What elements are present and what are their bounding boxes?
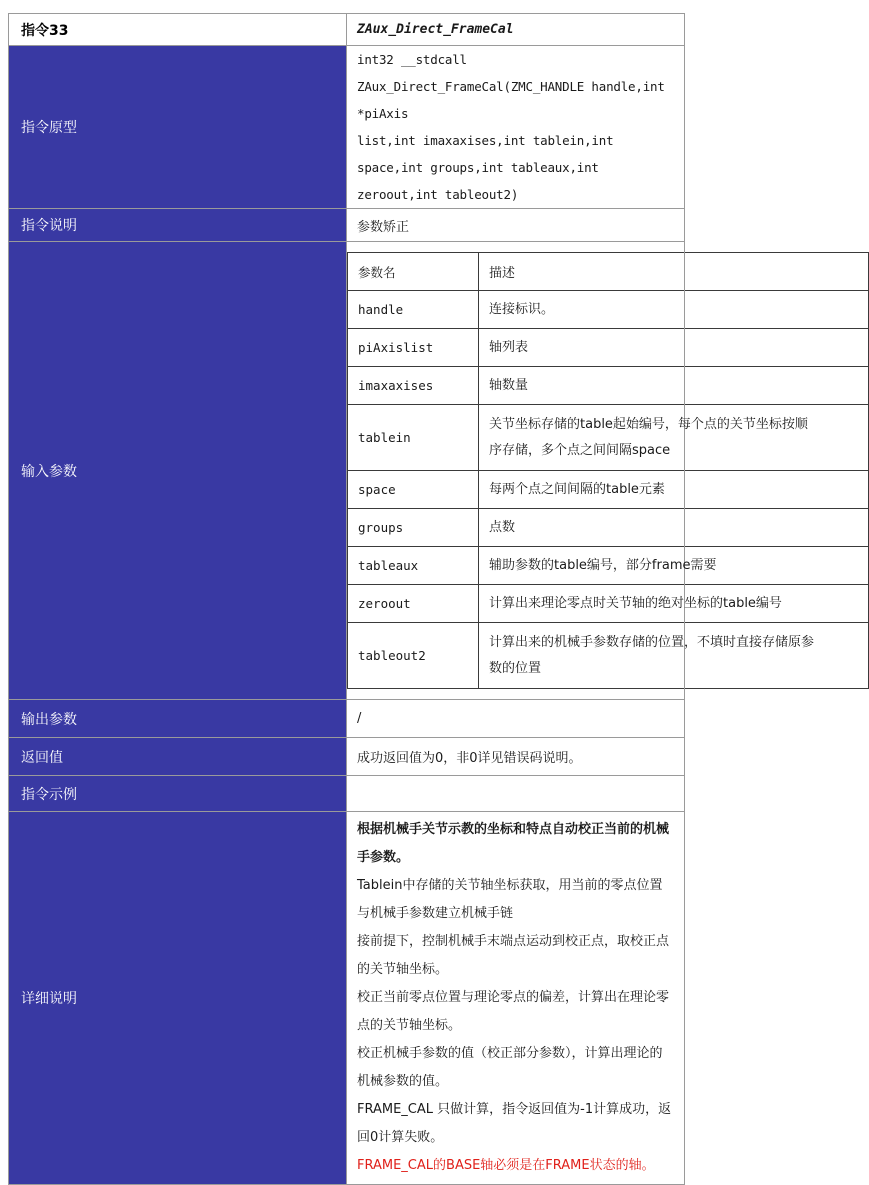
prototype-line: list,int imaxaxises,int tablein,int space,int groups,int tableaux,int	[357, 133, 614, 175]
table-row	[348, 471, 869, 509]
inputs-value	[347, 242, 815, 700]
param-desc	[479, 509, 869, 547]
params-header-row	[348, 253, 869, 291]
param-name: handle	[348, 291, 479, 329]
details-row	[9, 812, 685, 1185]
table-row	[348, 547, 869, 585]
param-desc	[479, 623, 869, 689]
param-desc-line: 序存储，多个点之间间隔space	[489, 442, 671, 458]
param-desc	[479, 291, 869, 329]
outputs-label: 输出参数	[9, 700, 347, 738]
table-row	[348, 329, 869, 367]
description-label: 指令说明	[9, 209, 347, 242]
table-row	[348, 367, 869, 405]
param-desc	[479, 367, 869, 405]
param-desc	[479, 471, 869, 509]
param-desc-line: 每两个点之间间隔的table元素	[489, 481, 665, 497]
param-desc	[479, 329, 869, 367]
param-name: imaxaxises	[348, 367, 479, 405]
param-name: space	[348, 471, 479, 509]
details-paragraph: 接前提下，控制机械手末端点运动到校正点，取校正点的关节轴坐标。	[357, 934, 670, 977]
table-row	[348, 405, 869, 471]
prototype-line: zeroout,int tableout2)	[357, 187, 519, 202]
outputs-row	[9, 700, 685, 738]
param-desc-line: 辅助参数的table编号，部分frame需要	[489, 557, 717, 573]
details-label: 详细说明	[9, 812, 347, 1185]
example-label: 指令示例	[9, 776, 347, 812]
column-header-name: 参数名	[348, 253, 479, 291]
param-desc	[479, 585, 869, 623]
table-row	[348, 291, 869, 329]
command-name: ZAux_Direct_FrameCal	[347, 14, 685, 46]
inputs-label: 输入参数	[9, 242, 347, 700]
example-value	[347, 776, 685, 812]
table-row	[348, 509, 869, 547]
table-row	[348, 623, 869, 689]
command-number: 指令33	[9, 14, 347, 46]
param-name: piAxislist	[348, 329, 479, 367]
param-desc	[479, 547, 869, 585]
param-desc-line: 轴列表	[489, 339, 529, 355]
table-row	[348, 585, 869, 623]
prototype-value	[347, 46, 685, 209]
returns-label: 返回值	[9, 738, 347, 776]
param-desc-line: 点数	[489, 519, 516, 535]
param-desc-line: 轴数量	[489, 377, 529, 393]
details-value	[347, 812, 685, 1185]
prototype-label: 指令原型	[9, 46, 347, 209]
description-value: 参数矫正	[347, 209, 685, 242]
param-desc-line: 计算出来的机械手参数存储的位置，不填时直接存储原参	[489, 634, 815, 650]
details-paragraph: 校正机械手参数的值（校正部分参数），计算出理论的机械参数的值。	[357, 1046, 663, 1089]
outputs-value: /	[347, 700, 685, 738]
inputs-row	[9, 242, 685, 700]
returns-row	[9, 738, 685, 776]
returns-value: 成功返回值为0，非0详见错误码说明。	[347, 738, 685, 776]
param-name: groups	[348, 509, 479, 547]
command-table	[8, 13, 815, 1185]
param-desc-line: 计算出来理论零点时关节轴的绝对坐标的table编号	[489, 595, 782, 611]
prototype-row	[9, 46, 685, 209]
param-desc-line: 关节坐标存储的table起始编号，每个点的关节坐标按顺	[489, 416, 808, 432]
details-paragraph: Tablein中存储的关节轴坐标获取，用当前的零点位置与机械手参数建立机械手链	[357, 878, 663, 921]
description-row	[9, 209, 685, 242]
param-desc	[479, 405, 869, 471]
param-name: tableout2	[348, 623, 479, 689]
param-name: tablein	[348, 405, 479, 471]
prototype-line: int32 __stdcall ZAux_Direct_FrameCal(ZMC_HANDLE handle,int *piAxis	[357, 52, 665, 121]
example-row	[9, 776, 685, 812]
column-header-desc: 描述	[479, 253, 869, 291]
params-table	[347, 252, 869, 689]
param-name: zeroout	[348, 585, 479, 623]
param-desc-line: 数的位置	[489, 660, 542, 676]
details-paragraph: FRAME_CAL 只做计算，指令返回值为-1计算成功，返回0计算失败。	[357, 1102, 672, 1145]
details-paragraph: 校正当前零点位置与理论零点的偏差，计算出在理论零点的关节轴坐标。	[357, 990, 670, 1033]
param-desc-line: 连接标识。	[489, 301, 555, 317]
header-row	[9, 14, 685, 46]
details-heading: 根据机械手关节示教的坐标和特点自动校正当前的机械手参数。	[357, 822, 670, 865]
param-name: tableaux	[348, 547, 479, 585]
details-warning: FRAME_CAL的BASE轴必须是在FRAME状态的轴。	[357, 1158, 655, 1173]
